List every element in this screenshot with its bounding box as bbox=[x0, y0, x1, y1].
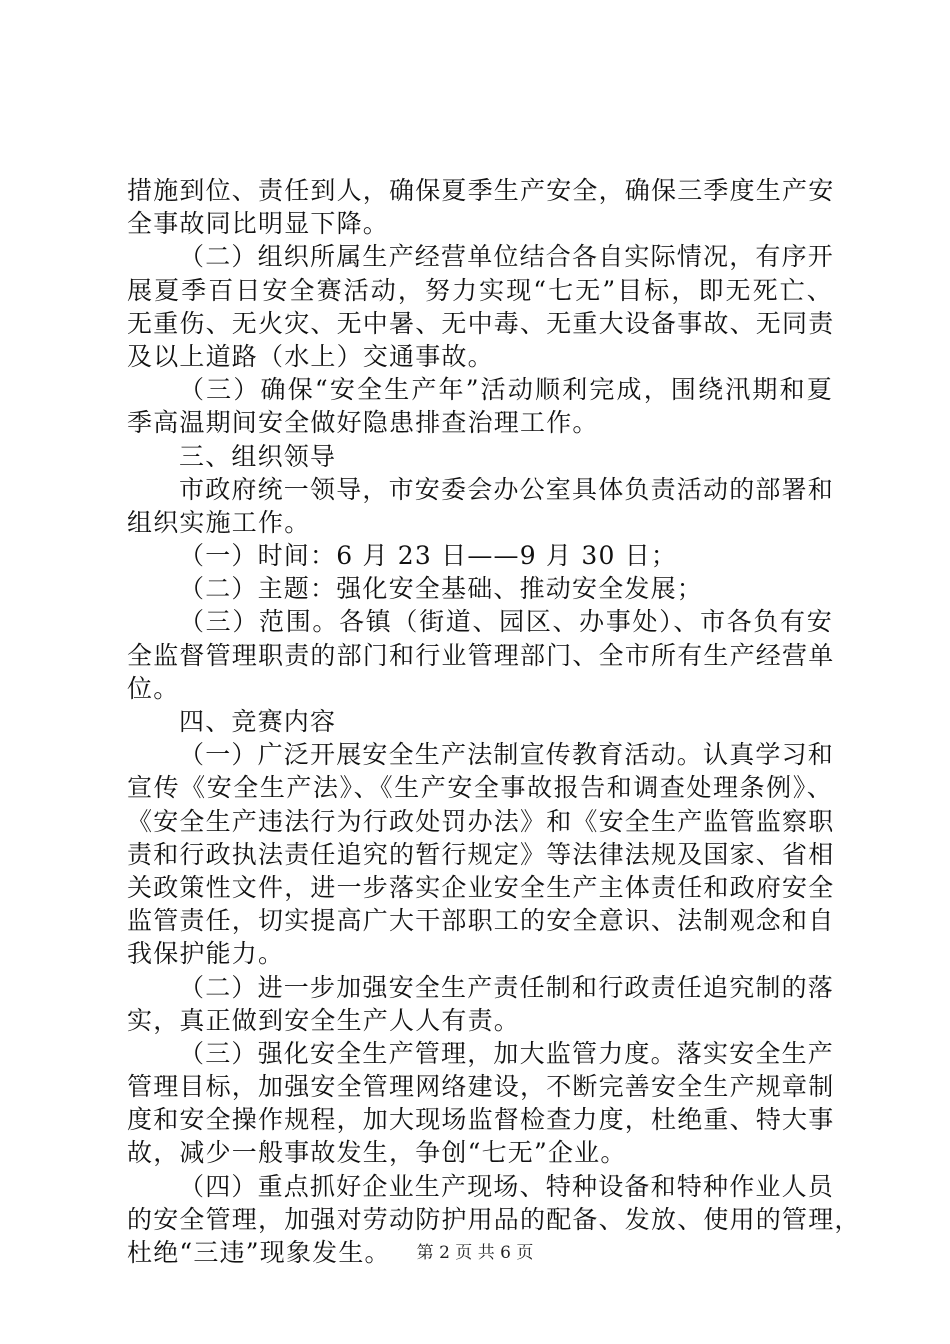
text-line: 四、竞赛内容 bbox=[179, 707, 337, 736]
text-line: （三）确保“安全生产年”活动顺利完成，围绕汛期和夏 bbox=[179, 375, 833, 405]
text-line: 杜绝“三违”现象发生。 bbox=[127, 1238, 391, 1267]
text-line: 全事故同比明显下降。 bbox=[127, 209, 390, 239]
text-line: （二）组织所属生产经营单位结合各自实际情况，有序开 bbox=[179, 242, 835, 272]
text-line: 监管责任，切实提高广大干部职工的安全意识、法制观念和自 bbox=[127, 906, 835, 936]
text-line: 《安全生产违法行为行政处罚办法》和《安全生产监管监察职 bbox=[127, 806, 835, 836]
text-line: （三）强化安全生产管理，加大监管力度。落实安全生产 bbox=[179, 1038, 835, 1068]
text-line: （三）范围。各镇（街道、园区、办事处）、市各负有安 bbox=[179, 607, 833, 637]
text-line: （一）时间：6 月 23 日——9 月 30 日； bbox=[179, 541, 678, 571]
text-line: 三、组织领导 bbox=[179, 441, 337, 471]
text-line: （四）重点抓好企业生产现场、特种设备和特种作业人员 bbox=[179, 1171, 835, 1201]
text-line: （二）进一步加强安全生产责任制和行政责任追究制的落 bbox=[179, 972, 835, 1002]
text-line: 的安全管理，加强对劳动防护用品的配备、发放、使用的管理， bbox=[127, 1204, 861, 1234]
text-line: 我保护能力。 bbox=[127, 939, 285, 969]
text-line: 位。 bbox=[127, 673, 180, 703]
text-line: 宣传《安全生产法》、《生产安全事故报告和调查处理条例》、 bbox=[127, 773, 833, 803]
document-body bbox=[127, 174, 861, 1269]
text-line: 无重伤、无火灾、无中暑、无中毒、无重大设备事故、无同责 bbox=[127, 308, 835, 338]
text-line: 展夏季百日安全赛活动，努力实现“七无”目标，即无死亡、 bbox=[127, 275, 833, 305]
text-line: 故，减少一般事故发生，争创“七无”企业。 bbox=[127, 1138, 627, 1168]
text-line: （二）主题：强化安全基础、推动安全发展； bbox=[179, 574, 704, 604]
text-line: 季高温期间安全做好隐患排查治理工作。 bbox=[127, 408, 599, 438]
text-line: 关政策性文件，进一步落实企业安全生产主体责任和政府安全 bbox=[127, 872, 835, 902]
page-footer: 第 2 页 共 6 页 bbox=[416, 1243, 534, 1263]
text-line: （一）广泛开展安全生产法制宣传教育活动。认真学习和 bbox=[179, 740, 835, 770]
text-line: 度和安全操作规程，加大现场监督检查力度，杜绝重、特大事 bbox=[127, 1105, 835, 1135]
text-line: 全监督管理职责的部门和行业管理部门、全市所有生产经营单 bbox=[127, 640, 835, 670]
text-line: 组织实施工作。 bbox=[127, 507, 311, 537]
text-line: 及以上道路（水上）交通事故。 bbox=[127, 341, 494, 371]
text-line: 实，真正做到安全生产人人有责。 bbox=[127, 1005, 521, 1035]
text-line: 管理目标，加强安全管理网络建设，不断完善安全生产规章制 bbox=[127, 1072, 835, 1102]
text-line: 市政府统一领导，市安委会办公室具体负责活动的部署和 bbox=[179, 474, 835, 504]
text-line: 措施到位、责任到人，确保夏季生产安全，确保三季度生产安 bbox=[127, 176, 835, 205]
text-line: 责和行政执法责任追究的暂行规定》等法律法规及国家、省相 bbox=[127, 839, 835, 869]
